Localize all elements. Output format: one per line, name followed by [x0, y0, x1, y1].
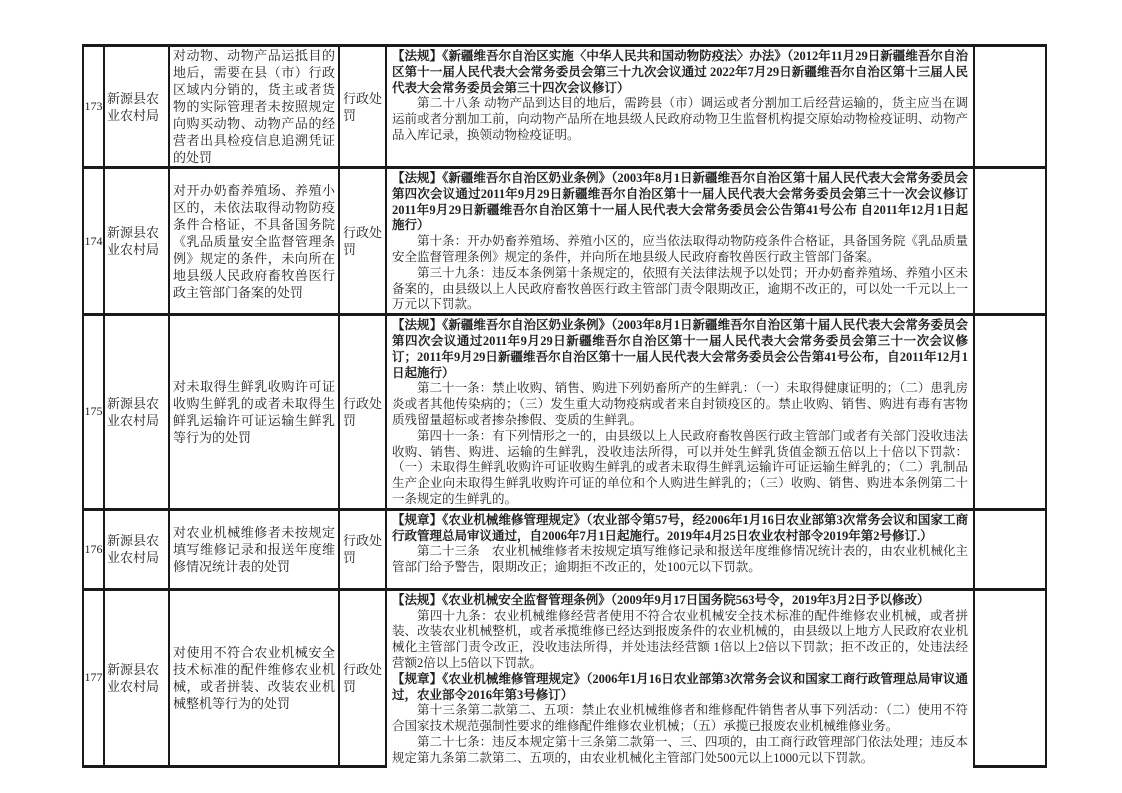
- agency-name: 新源县农业农村局: [107, 395, 160, 428]
- row-number-cell: [83, 46, 104, 168]
- agency-name: 新源县农业农村局: [107, 533, 160, 566]
- remark-cell-empty: [974, 509, 1046, 589]
- agency-cell: [104, 509, 169, 589]
- administrative-penalty-table: [82, 44, 1047, 768]
- penalty-matter-cell: [169, 46, 339, 168]
- remark-cell-empty: [974, 589, 1046, 766]
- legal-basis-cell: [386, 46, 974, 168]
- remark-cell-empty: [974, 46, 1046, 168]
- agency-name: 新源县农业农村局: [107, 225, 160, 258]
- legal-paragraph-article: 第四十九条：农业机械维修经营者使用不符合农业机械安全技术标准的配件维修农业机械，或者拼装、改装农业机械整机，或者承揽维修已经达到报废条件的农业机械的，由县级以上地方人民政府农业机械化主管部门责令改正，没收违法所得，并处违法经营额 1倍以上2倍以下罚款；拒不改正的，处违法经营额2倍以上5倍以下罚款。: [392, 608, 968, 670]
- penalty-matter-cell: [169, 315, 339, 510]
- row-number: 173: [84, 99, 103, 113]
- penalty-matter-cell: [169, 509, 339, 589]
- legal-paragraph-citation: 【法规】《新疆维吾尔自治区实施〈中华人民共和国动物防疫法〉办法》（2012年11月29日新疆维吾尔自治区第十一届人民代表大会常务委员会第三十九次会议通过 2022年7月29日新疆维吾尔自治区第十三届人民代表大会常务委员会第三十四次会议修订）: [392, 49, 968, 95]
- penalty-matter-cell: [169, 168, 339, 315]
- legal-paragraph-article: 第二十一条：禁止收购、销售、购进下列奶畜所产的生鲜乳：（一）未取得健康证明的；（二）患乳房炎或者其他传染病的；（三）发生重大动物疫病或者来自封锁疫区的。禁止收购、销售、购进有毒有害物质残留量超标或者掺杂掺假、变质的生鲜乳。: [392, 381, 968, 427]
- row-number-cell: [83, 168, 104, 315]
- penalty-matter-text: 对农业机械维修者未按规定填写维修记录和报送年度维修情况统计表的处罚: [173, 524, 335, 574]
- table-row: [83, 46, 1046, 168]
- legal-basis-cell: [386, 509, 974, 589]
- legal-basis-cell: [386, 168, 974, 315]
- row-number: 177: [84, 670, 103, 685]
- penalty-matter-text: 对使用不符合农业机械安全技术标准的配件维修农业机械，或者拼装、改装农业机械整机等行为的处罚: [173, 644, 335, 711]
- penalty-type-text: 行政处罚: [343, 225, 383, 258]
- remark-cell-empty: [974, 168, 1046, 315]
- legal-paragraph-article: 第三十九条：违反本条例第十条规定的，依照有关法律法规予以处罚；开办奶畜养殖场、养殖小区未备案的，由县级以上人民政府畜牧兽医行政主管部门责令限期改正，逾期不改正的，可以处一千元以上一万元以下罚款。: [392, 265, 968, 312]
- row-number-cell: [83, 589, 104, 766]
- agency-cell: [104, 168, 169, 315]
- row-number-cell: [83, 315, 104, 510]
- table-row: [83, 509, 1046, 589]
- table-row: [83, 315, 1046, 510]
- legal-paragraph-article: 第十条：开办奶畜养殖场、养殖小区的，应当依法取得动物防疫条件合格证，具备国务院《乳品质量安全监督管理条例》规定的条件，并向所在地县级人民政府畜牧兽医行政主管部门备案。: [392, 234, 968, 264]
- penalty-type-text: 行政处罚: [343, 661, 383, 694]
- table-row: [83, 168, 1046, 315]
- penalty-type-cell: [339, 46, 386, 168]
- penalty-type-cell: [339, 509, 386, 589]
- legal-paragraph-citation: 【规章】《农业机械维修管理规定》（农业部令第57号，经2006年1月16日农业部第3次常务会议和国家工商行政管理总局审议通过，自2006年7月1日起施行。2019年4月25日农业农村部令2019年第2号修订.）: [392, 512, 968, 543]
- agency-name: 新源县农业农村局: [107, 661, 160, 694]
- table-row: [83, 589, 1046, 766]
- agency-cell: [104, 315, 169, 510]
- legal-paragraph-citation: 【法规】《新疆维吾尔自治区奶业条例》（2003年8月1日新疆维吾尔自治区第十届人民代表大会常务委员会第四次会议通过2011年9月29日新疆维吾尔自治区第十一届人民代表大会常务委员会第三十一次会议修订 2011年9月29日新疆维吾尔自治区第十一届人民代表大会常务委员会公告第41号公布 自2011年12月1日起施行）: [392, 171, 968, 233]
- legal-paragraph-citation: 【规章】《农业机械维修管理规定》（2006年1月16日农业部第3次常务会议和国家工商行政管理总局审议通过，农业部令2016年第3号修订）: [392, 671, 968, 702]
- penalty-matter-text: 对未取得生鲜乳收购许可证收购生鲜乳的或者未取得生鲜乳运输许可证运输生鲜乳等行为的处罚: [173, 378, 335, 445]
- legal-paragraph-article: 第二十八条 动物产品到达目的地后，需跨县（市）调运或者分割加工后经营运输的，货主应当在调运前或者分割加工前，向动物产品所在地县级人民政府动物卫生监督机构提交原始动物检疫证明、动物产品入库记录，换领动物检疫证明。: [392, 96, 968, 142]
- row-number: 176: [84, 541, 103, 556]
- legal-basis-cell: [386, 315, 974, 510]
- remark-cell-empty: [974, 315, 1046, 510]
- penalty-type-text: 行政处罚: [343, 90, 383, 123]
- legal-paragraph-article: 第十三条第二款第二、五项：禁止农业机械维修者和维修配件销售者从事下列活动：（二）使用不符合国家技术规范强制性要求的维修配件维修农业机械；（五）承揽已报废农业机械维修业务。: [392, 703, 968, 734]
- legal-paragraph-article: 第二十七条：违反本规定第十三条第二款第一、三、四项的，由工商行政管理部门依法处理；违反本规定第九条第二款第二、五项的，由农业机械化主管部门处500元以上1000元以下罚款。: [392, 734, 968, 765]
- penalty-matter-cell: [169, 589, 339, 766]
- legal-paragraph-article: 第四十一条：有下列情形之一的，由县级以上人民政府畜牧兽医行政主管部门或者有关部门没收违法收购、销售、购进、运输的生鲜乳，没收违法所得，可以并处生鲜乳货值金额五倍以上十倍以下罚款：（一）未取得生鲜乳收购许可证收购生鲜乳的或者未取得生鲜乳运输许可证运输生鲜乳的；（二）乳制品生产企业向未取得生鲜乳收购许可证的单位和个人购进生鲜乳的；（三）收购、销售、购进本条例第二十一条规定的生鲜乳的。: [392, 428, 968, 506]
- penalty-type-text: 行政处罚: [343, 395, 383, 428]
- agency-cell: [104, 589, 169, 766]
- row-number-cell: [83, 509, 104, 589]
- penalty-type-cell: [339, 589, 386, 766]
- table-body: [83, 46, 1046, 767]
- agency-name: 新源县农业农村局: [107, 90, 160, 123]
- penalty-matter-text: 对开办奶畜养殖场、养殖小区的，未依法取得动物防疫条件合格证，不具备国务院《乳品质量安全监督管理条例》规定的条件，未向所在地县级人民政府畜牧兽医行政主管部门备案的处罚: [173, 182, 335, 300]
- legal-paragraph-article: 第二十三条 农业机械维修者未按规定填写维修记录和报送年度维修情况统计表的，由农业机械化主管部门给予警告，限期改正；逾期拒不改正的，处100元以下罚款。: [392, 544, 968, 575]
- penalty-type-text: 行政处罚: [343, 533, 383, 566]
- row-number: 174: [84, 233, 103, 248]
- legal-paragraph-citation: 【法规】《农业机械安全监督管理条例》（2009年9月17日国务院563号令，2019年3月2日予以修改）: [392, 592, 930, 607]
- penalty-type-cell: [339, 168, 386, 315]
- penalty-type-cell: [339, 315, 386, 510]
- legal-basis-cell: [386, 589, 974, 766]
- row-number: 175: [84, 404, 103, 419]
- legal-paragraph-citation: 【法规】《新疆维吾尔自治区奶业条例》（2003年8月1日新疆维吾尔自治区第十届人民代表大会常务委员会第四次会议通过2011年9月29日新疆维吾尔自治区第十一届人民代表大会常务委员会第三十一次会议修订；2011年9月29日新疆维吾尔自治区第十一届人民代表大会常务委员会公告第41号公布，自2011年12月1日起施行）: [392, 318, 968, 380]
- agency-cell: [104, 46, 169, 168]
- penalty-matter-text: 对动物、动物产品运抵目的地后，需要在县（市）行政区域内分销的，货主或者货物的实际管理者未按照规定向购买动物、动物产品的经营者出具检疫信息追溯凭证的处罚: [173, 48, 335, 165]
